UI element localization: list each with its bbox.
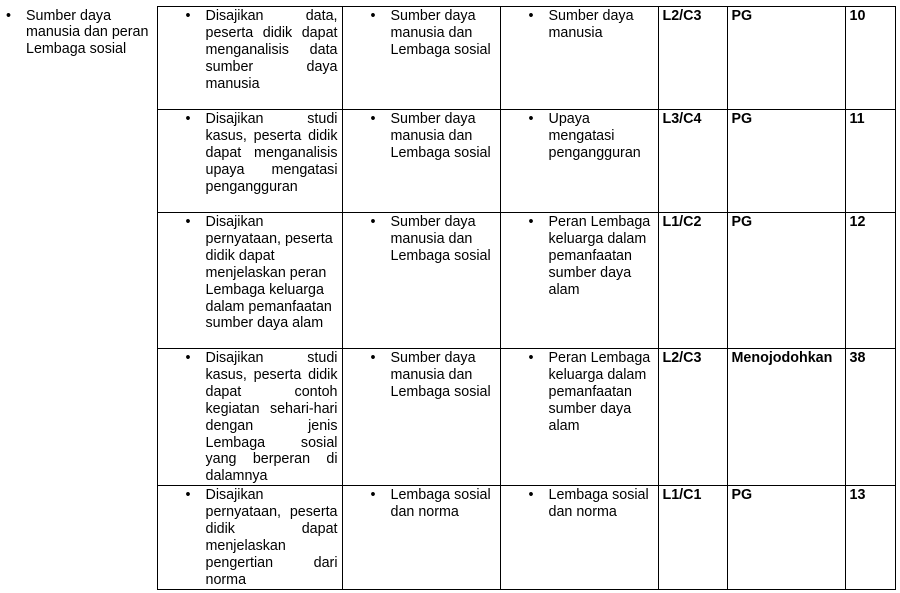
sub-material-text: Sumber daya manusia [548,8,634,41]
bullet-icon: • [185,111,191,127]
material-cell [342,7,500,110]
material-text: Lembaga sosial dan norma [390,487,491,521]
form-cell: PG [727,7,845,110]
level-cell: L2/C3 [658,7,727,110]
competency-text: Sumber daya manusia dan peran Lembaga sosial [26,7,149,58]
bullet-icon: • [370,350,376,366]
bullet-icon: • [528,214,534,230]
indicator-text: Disajikan data, peserta didik dapat menganalisis data sumber daya manusia [205,8,338,92]
number-cell: 11 [845,110,895,213]
material-text: Sumber daya manusia dan Lembaga sosial [390,8,491,58]
number-cell: 12 [845,213,895,349]
level-cell: L3/C4 [658,110,727,213]
form-cell: PG [727,213,845,349]
form-cell: PG [727,486,845,589]
material-cell [342,110,500,213]
indicator-cell [157,349,342,486]
sub-material-text: Upaya mengatasi pengangguran [548,111,641,161]
material-cell [342,486,500,589]
number-cell: 38 [845,349,895,486]
indicator-cell [157,486,342,589]
sub-material-text: Lembaga sosial dan norma [548,487,649,521]
material-cell [342,213,500,349]
indicator-text: Disajikan studi kasus, peserta didik dapat contoh kegiatan sehari-hari dengan jenis Lembaga sosial yang berperan di dalamnya [205,350,338,485]
level-cell: L1/C2 [658,213,727,349]
level-cell: L2/C3 [658,349,727,486]
bullet-icon: • [370,8,376,24]
material-text: Sumber daya manusia dan Lembaga sosial [390,214,491,264]
number-cell: 13 [845,486,895,589]
indicator-text: Disajikan pernyataan, peserta didik dapat menjelaskan peran Lembaga keluarga dalam pemanfaatan sumber daya alam [205,214,333,332]
basic-competency-cell [0,7,157,590]
bullet-icon: • [370,487,376,504]
sub-material-cell [500,110,658,213]
form-cell: Menojodohkan [727,349,845,486]
material-cell [342,349,500,486]
indicator-cell [157,110,342,213]
sub-material-text: Peran Lembaga keluarga dalam pemanfaatan sumber daya alam [548,214,651,298]
bullet-icon: • [370,111,376,127]
sub-material-cell [500,213,658,349]
bullet-icon: • [370,214,376,230]
bullet-icon: • [185,350,191,366]
bullet-icon: • [528,350,534,366]
indicator-cell [157,7,342,110]
table-row [0,7,895,110]
sub-material-cell [500,7,658,110]
sub-material-cell [500,349,658,486]
sub-material-text: Peran Lembaga keluarga dalam pemanfaatan sumber daya alam [548,350,651,434]
material-text: Sumber daya manusia dan Lembaga sosial [390,111,491,161]
bullet-icon: • [528,8,534,24]
number-cell: 10 [845,7,895,110]
indicator-text: Disajikan pernyataan, peserta didik dapat menjelaskan pengertian dari norma [205,487,338,588]
form-cell: PG [727,110,845,213]
bullet-icon: • [528,111,534,127]
material-text: Sumber daya manusia dan Lembaga sosial [390,350,491,400]
bullet-icon: • [185,8,191,24]
bullet-icon: • [528,487,534,504]
sub-material-cell [500,486,658,589]
blueprint-table [0,6,896,590]
bullet-icon: • [185,214,191,230]
level-cell: L1/C1 [658,486,727,589]
bullet-icon: • [185,487,191,504]
indicator-text: Disajikan studi kasus, peserta didik dapat menganalisis upaya mengatasi pengangguran [205,111,338,195]
bullet-icon: • [6,7,12,24]
indicator-cell [157,213,342,349]
